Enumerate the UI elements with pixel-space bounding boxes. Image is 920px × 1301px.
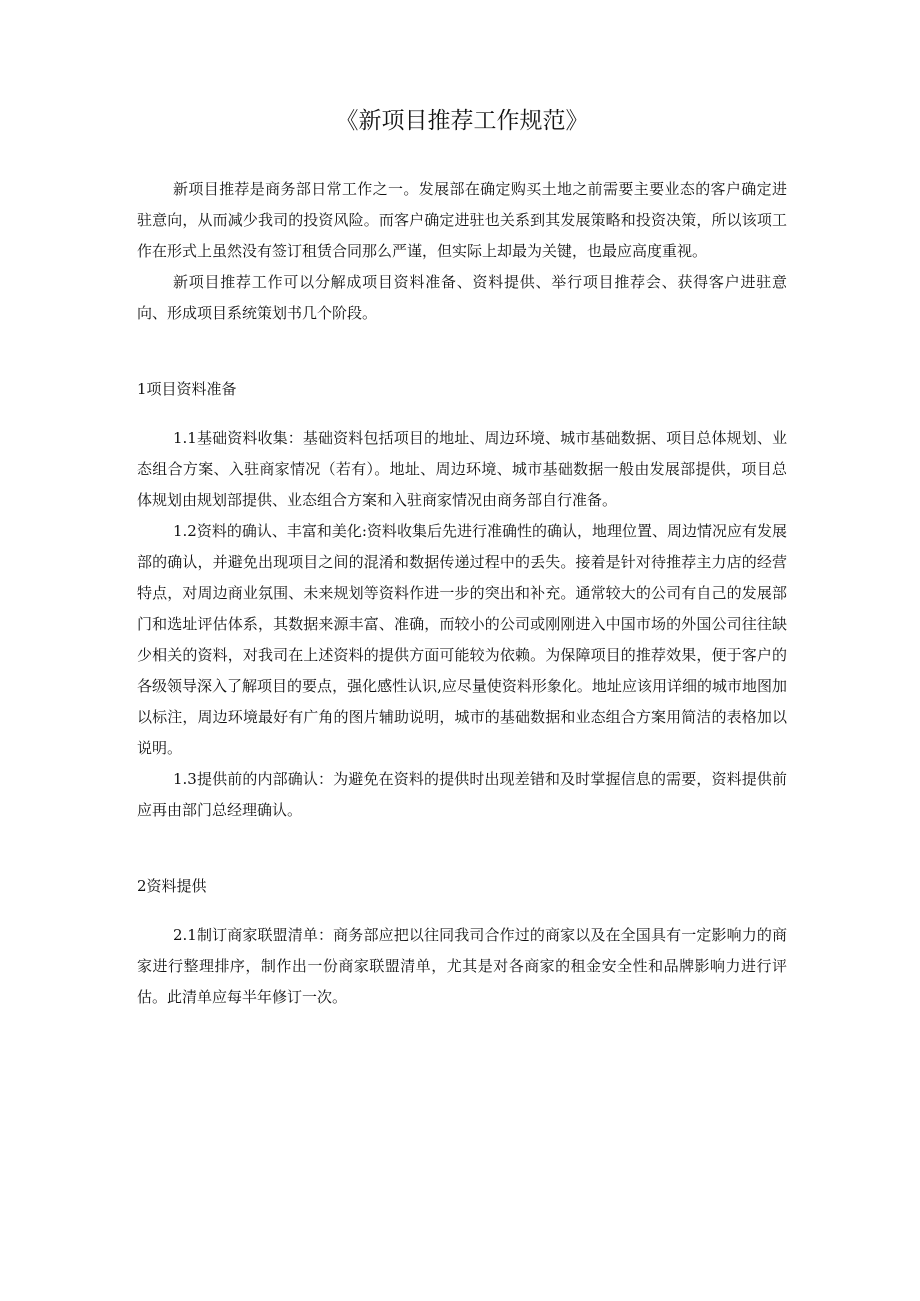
spacer bbox=[137, 902, 787, 920]
section1-paragraph-1: 1.1基础资料收集：基础资料包括项目的地址、周边环境、城市基础数据、项目总体规划、业态组合方案、入驻商家情况（若有）。地址、周边环境、城市基础数据一般由发展部提供，项目总体规划由规划部提供、业态组合方案和入驻商家情况由商务部自行准备。 bbox=[137, 429, 787, 509]
intro-paragraph-2: 新项目推荐工作可以分解成项目资料准备、资料提供、举行项目推荐会、获得客户进驻意向、形成项目系统策划书几个阶段。 bbox=[137, 273, 787, 322]
spacer bbox=[137, 329, 787, 374]
section1-paragraph-3: 1.3提供前的内部确认：为避免在资料的提供时出现差错和及时掌握信息的需要，资料提供前应再由部门总经理确认。 bbox=[137, 770, 787, 819]
intro-paragraph-1: 新项目推荐是商务部日常工作之一。发展部在确定购买土地之前需要主要业态的客户确定进驻意向，从而减少我司的投资风险。而客户确定进驻也关系到其发展策略和投资决策，所以该项工作在形式上虽然没有签订租赁合同那么严谨，但实际上却最为关键，也最应高度重视。 bbox=[137, 180, 787, 260]
section1-paragraph-2: 1.2资料的确认、丰富和美化:资料收集后先进行准确性的确认，地理位置、周边情况应有发展部的确认，并避免出现项目之间的混淆和数据传递过程中的丢失。接着是针对待推荐主力店的经营特点，对周边商业氛围、未来规划等资料作进一步的突出和补充。通常较大的公司有自己的发展部门和选址评估体系，其数据来源丰富、准确，而较小的公司或刚刚进入中国市场的外国公司往往缺少相关的资料，对我司在上述资料的提供方面可能较为依赖。为保障项目的推荐效果，便于客户的各级领导深入了解项目的要点，强化感性认识,应尽量使资料形象化。地址应该用详细的城市地图加以标注，周边环境最好有广角的图片辅助说明，城市的基础数据和业态组合方案用简洁的表格加以说明。 bbox=[137, 522, 787, 757]
spacer bbox=[137, 405, 787, 423]
document-page bbox=[137, 104, 787, 1013]
section-heading-2: 2资料提供 bbox=[137, 877, 207, 895]
section2-paragraph-1: 2.1制订商家联盟清单：商务部应把以往同我司合作过的商家以及在全国具有一定影响力的商家进行整理排序，制作出一份商家联盟清单，尤其是对各商家的租金安全性和品牌影响力进行评估。此清单应每半年修订一次。 bbox=[137, 926, 787, 1006]
section-heading-1: 1项目资料准备 bbox=[137, 380, 237, 398]
document-title: 《新项目推荐工作规范》 bbox=[335, 108, 589, 134]
spacer bbox=[137, 826, 787, 871]
